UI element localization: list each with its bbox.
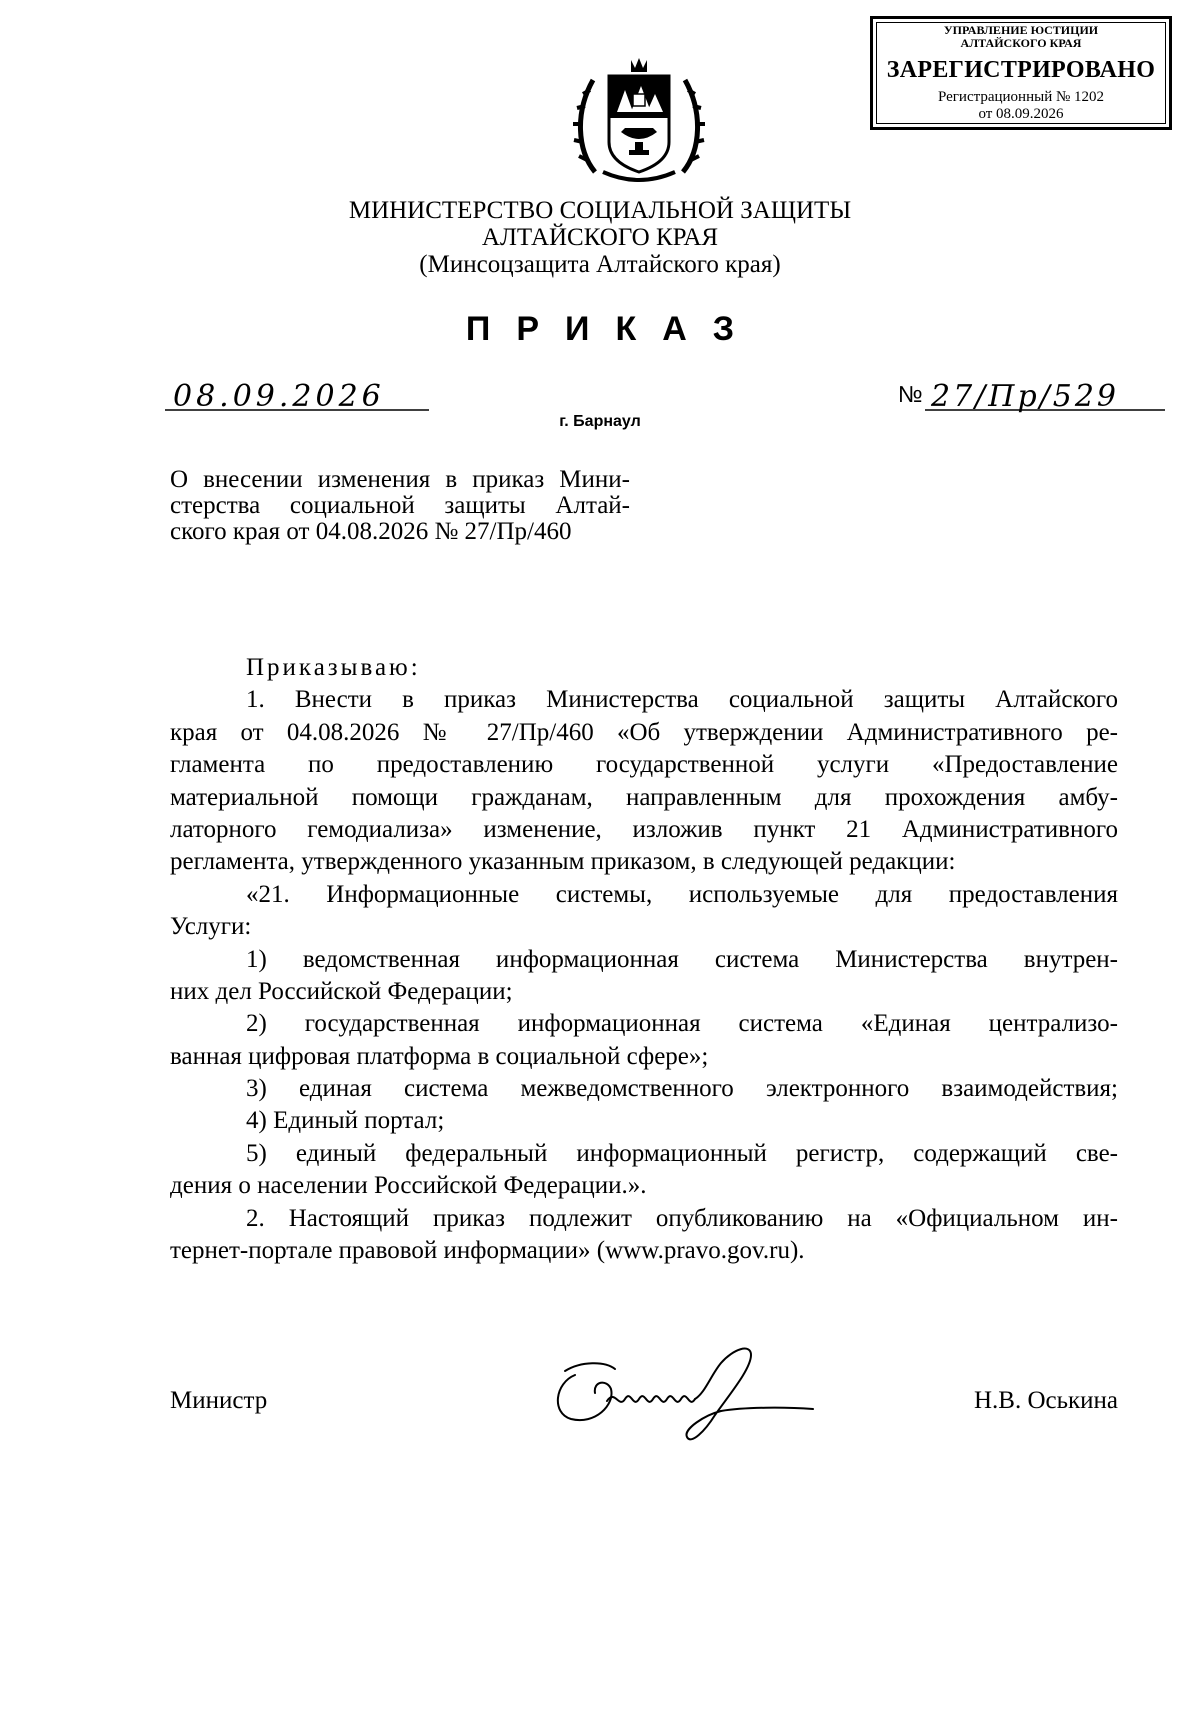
ministry-name-line1: МИНИСТЕРСТВО СОЦИАЛЬНОЙ ЗАЩИТЫ — [348, 197, 852, 224]
order-phrase: Приказываю: — [246, 654, 421, 681]
subject-line: О внесении изменения в приказ Мини- — [170, 466, 630, 493]
paragraph-line: края от 04.08.2026 № 27/Пр/460 «Об утверждении Административного ре- — [170, 718, 1118, 746]
paragraph-line: 1. Внести в приказ Министерства социальной защиты Алтайского — [246, 686, 1118, 714]
list-item-line: 1) ведомственная информационная система Министерства внутрен- — [246, 945, 1118, 973]
registration-stamp — [870, 16, 1172, 130]
subject-line: стерства социальной защиты Алтай- — [170, 492, 630, 519]
signatory-name: Н.В. Оськина — [973, 1387, 1118, 1414]
list-item-line: 4) Единый портал; — [246, 1107, 445, 1135]
number-label: № — [898, 381, 923, 407]
stamp-authority-line1: УПРАВЛЕНИЕ ЮСТИЦИИ — [943, 23, 1099, 37]
document-body — [170, 652, 1118, 1267]
list-item-line: дения о населении Российской Федерации.». — [170, 1172, 647, 1200]
paragraph-line: «21. Информационные системы, используемые для предоставления — [246, 880, 1118, 908]
paragraph-line: Услуги: — [170, 913, 252, 941]
stamp-title: ЗАРЕГИСТРИРОВАНО — [886, 57, 1156, 83]
document-type-title: ПРИКАЗ — [465, 310, 761, 348]
ministry-short-name: (Минсоцзащита Алтайского края) — [419, 251, 781, 278]
stamp-reg-date: от 08.09.2026 — [978, 106, 1064, 122]
handwritten-date — [165, 376, 429, 432]
subject-line: ского края от 04.08.2026 № 27/Пр/460 — [170, 518, 572, 545]
handwritten-date-text: 08.09.2026 — [173, 379, 385, 414]
handwritten-number — [925, 376, 1165, 432]
signatory-title: Министр — [170, 1387, 268, 1414]
city: г. Барнаул — [559, 413, 641, 430]
stamp-authority — [873, 24, 1169, 50]
handwritten-signature — [545, 1335, 845, 1445]
stamp-authority-line2: АЛТАЙСКОГО КРАЯ — [960, 36, 1082, 50]
ministry-name-line2: АЛТАЙСКОГО КРАЯ — [481, 224, 719, 251]
list-item-line: 2) государственная информационная система «Единая централизо- — [246, 1010, 1118, 1038]
list-item-line: 3) единая система межведомственного электронного взаимодействия; — [246, 1075, 1118, 1103]
paragraph-line: материальной помощи гражданам, направленным для прохождения амбу- — [170, 783, 1118, 811]
paragraph-line: регламента, утвержденного указанным приказом, в следующей редакции: — [170, 848, 956, 876]
list-item-line: 5) единый федеральный информационный регистр, содержащий све- — [246, 1139, 1118, 1167]
document-subject — [170, 467, 630, 545]
list-item-line: ванная цифровая платформа в социальной сфере»; — [170, 1042, 709, 1070]
list-item-line: них дел Российской Федерации; — [170, 977, 513, 1005]
paragraph-line: гламента по предоставлению государственной услуги «Предоставление — [170, 751, 1118, 779]
paragraph-line: тернет-портале правовой информации» (www.pravo.gov.ru). — [170, 1237, 805, 1265]
paragraph-line: 2. Настоящий приказ подлежит опубликованию на «Официальном ин- — [246, 1204, 1118, 1232]
coat-of-arms-icon — [573, 50, 705, 190]
handwritten-number-text: 27/Пр/529 — [931, 379, 1120, 414]
paragraph-line: латорного гемодиализа» изменение, изложив пункт 21 Административного — [170, 815, 1118, 843]
stamp-reg-number: Регистрационный № 1202 — [937, 89, 1105, 105]
